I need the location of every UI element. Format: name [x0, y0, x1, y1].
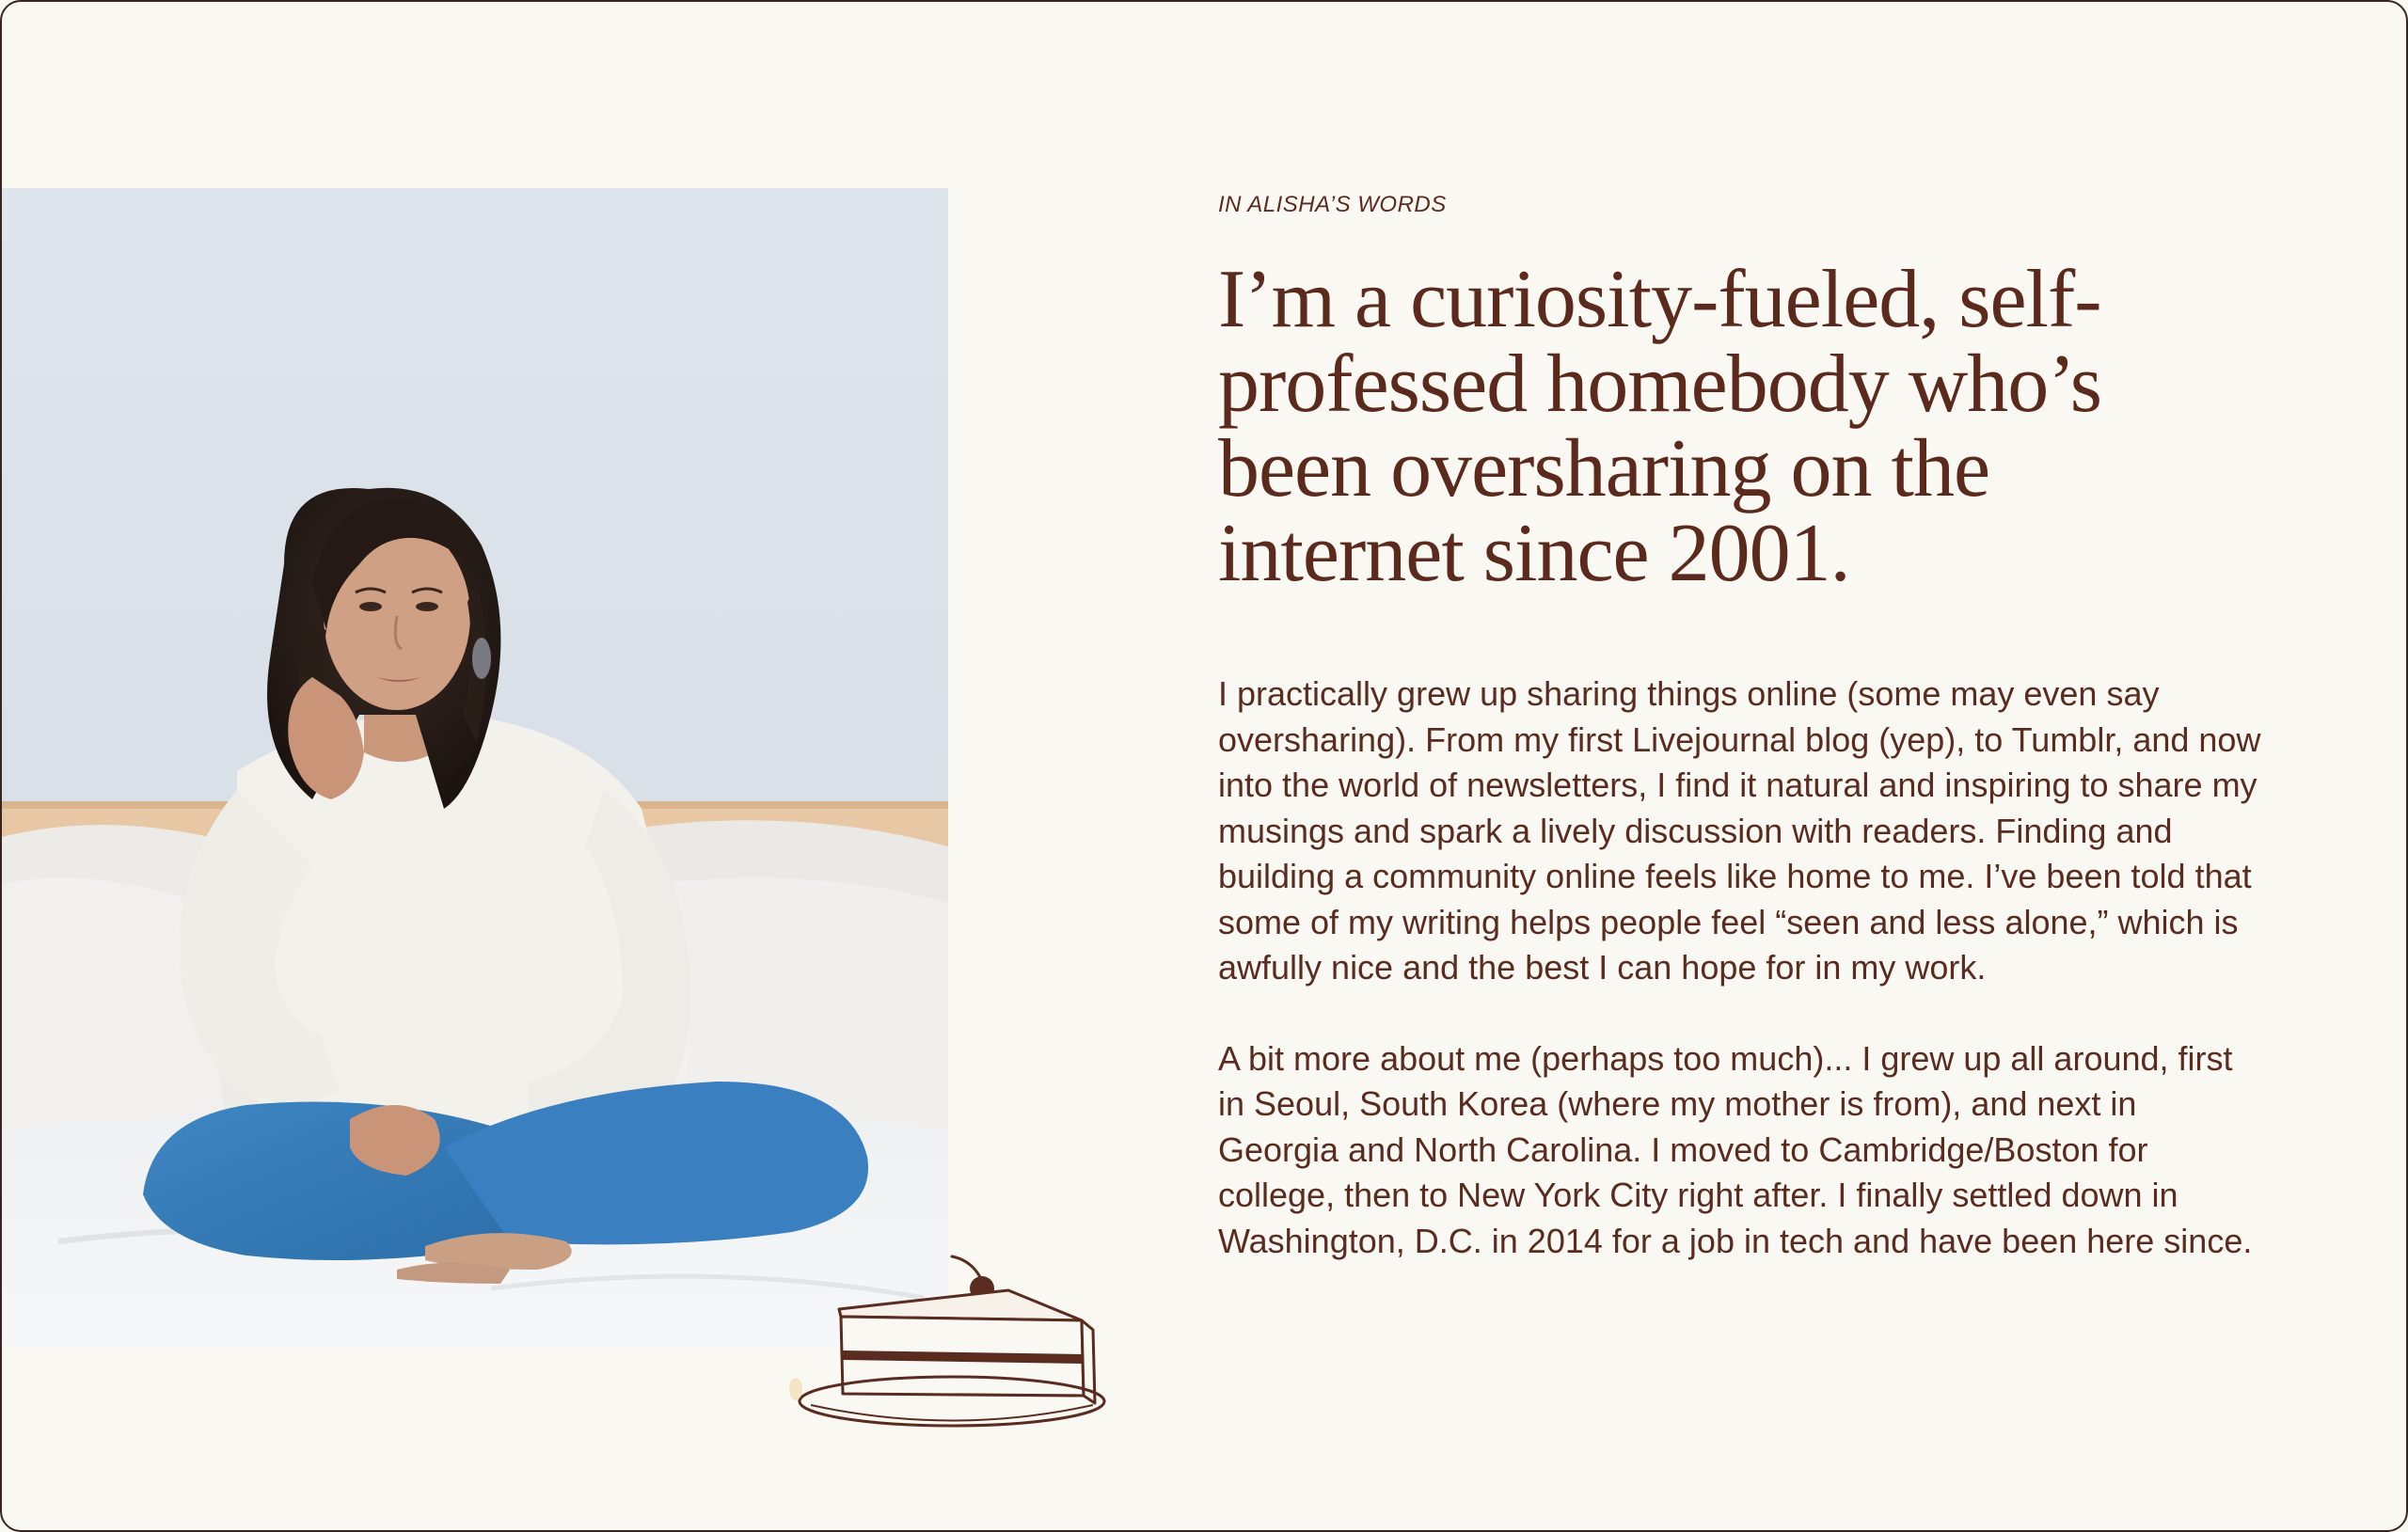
bio-paragraph: I practically grew up sharing things online (some may even say oversharing). From my first Livejournal blog (yep), to Tumblr, and now into the world of newsletters, I find it natural and inspiring to share my musings and spark a lively discussion with readers. Finding and building a community online feels like home to me. I’ve been told that some of my writing helps people feel “seen and less alone,” which is awfully nice and the best I can hope for in my work.: [1218, 674, 2261, 987]
about-content: [1218, 190, 2262, 1309]
headline: I’m a curiosity-fueled, self-professed homebody who’s been oversharing on the internet since 2001.: [1218, 254, 2101, 599]
cake-slice-doodle-icon: [783, 1243, 1112, 1431]
portrait-photo: [2, 188, 948, 1347]
bio-paragraph: A bit more about me (perhaps too much)... I grew up all around, first in Seoul, South Korea (where my mother is from), and next in Georgia and North Carolina. I moved to Cambridge/Boston for college, then to New York City right after. I finally settled down in Washington, D.C. in 2014 for a job in tech and have been here since.: [1218, 1038, 2253, 1260]
section-eyebrow: IN ALISHA’S WORDS: [1218, 192, 1447, 217]
